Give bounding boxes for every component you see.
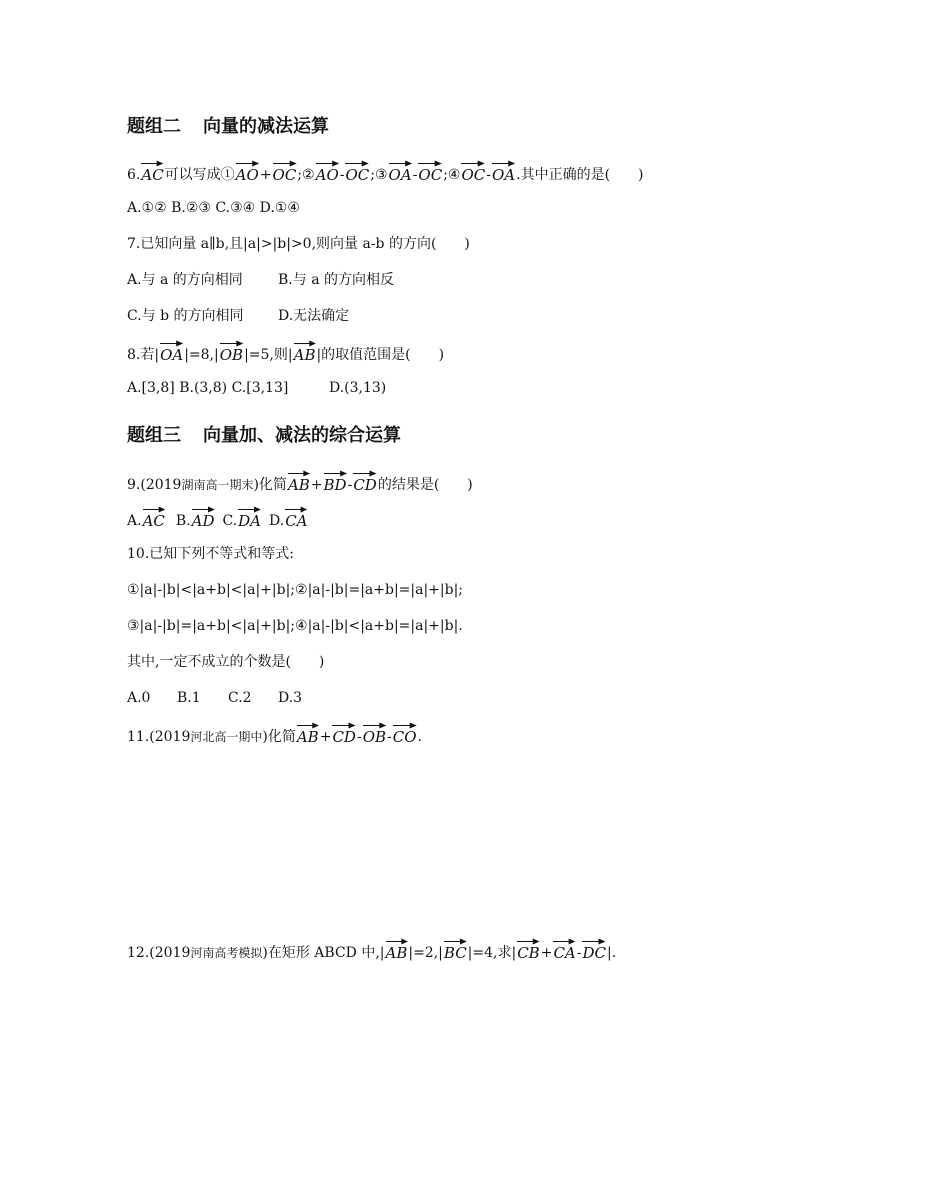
section-title: 题组三 <box>127 425 181 446</box>
vector: AC <box>141 162 163 184</box>
question-10-statements-1: ①|a|-|b|<|a+b|<|a|+|b|;②|a|-|b|=|a+b|=|a|+|b|; <box>127 582 464 598</box>
vector: CA <box>553 940 575 962</box>
vector: CO <box>393 724 417 746</box>
vector: CD <box>332 724 356 746</box>
vector: CA <box>285 508 307 530</box>
vector: AB <box>386 940 408 962</box>
question-9: 9.(2019湖南高一期末)化简 AB+ BD- CD的结果是( ) <box>127 472 473 495</box>
question-10-statements-2: ③|a|-|b|=|a+b|<|a|+|b|;④|a|-|b|<|a+b|=|a|+|b|. <box>127 618 463 634</box>
question-6: 6. AC可以写成① AO+ OC;② AO- OC;③ OA- OC;④ OC- OA.其中正确的是( ) <box>127 162 644 185</box>
section-title: 题组二 <box>127 116 181 137</box>
vector: AO <box>316 162 339 184</box>
question-10-ask: 其中,一定不成立的个数是( ) <box>127 654 325 670</box>
vector: OC <box>273 162 297 184</box>
question-7: 7.已知向量 a∥b,且|a|>|b|>0,则向量 a-b 的方向( ) <box>127 236 470 252</box>
vector: BD <box>324 472 347 494</box>
vector: OB <box>363 724 386 746</box>
vector: DC <box>582 940 606 962</box>
vector: CD <box>353 472 377 494</box>
question-12: 12.(2019河南高考模拟)在矩形 ABCD 中,| AB|=2,| BC|=4,求| CB+ CA- DC|. <box>127 940 616 963</box>
question-7-options-row2: C.与 b 的方向相同 D.无法确定 <box>127 308 350 324</box>
question-11: 11.(2019河北高一期中)化简 AB+ CD- OB- CO. <box>127 724 422 747</box>
vector: AO <box>236 162 259 184</box>
vector: AC <box>143 508 165 530</box>
question-10: 10.已知下列不等式和等式: <box>127 546 294 562</box>
vector: DA <box>238 508 261 530</box>
vector: AB <box>297 724 319 746</box>
vector: CB <box>517 940 540 962</box>
vector: OA <box>492 162 515 184</box>
vector: AD <box>192 508 215 530</box>
question-6-options: A.①② B.②③ C.③④ D.①④ <box>127 200 300 216</box>
vector: OA <box>160 342 183 364</box>
question-9-options: A. AC B. AD C. DA D. CA <box>127 508 309 531</box>
vector: BC <box>444 940 467 962</box>
question-8: 8.若| OA|=8,| OB|=5,则| AB|的取值范围是( ) <box>127 342 444 365</box>
vector: OC <box>418 162 442 184</box>
vector: OC <box>345 162 369 184</box>
vector: OB <box>220 342 243 364</box>
vector: AB <box>294 342 316 364</box>
section-subtitle: 向量加、减法的综合运算 <box>203 425 401 446</box>
section-heading-2 <box>127 115 329 139</box>
vector: OA <box>389 162 412 184</box>
question-10-options: A.0 B.1 C.2 D.3 <box>127 690 303 706</box>
section-subtitle: 向量的减法运算 <box>203 116 329 137</box>
vector: OC <box>461 162 485 184</box>
vector: AB <box>288 472 310 494</box>
question-8-options: A.[3,8] B.(3,8) C.[3,13] D.(3,13) <box>127 380 387 396</box>
section-heading-3 <box>127 424 401 448</box>
question-7-options-row1: A.与 a 的方向相同 B.与 a 的方向相反 <box>127 272 394 288</box>
